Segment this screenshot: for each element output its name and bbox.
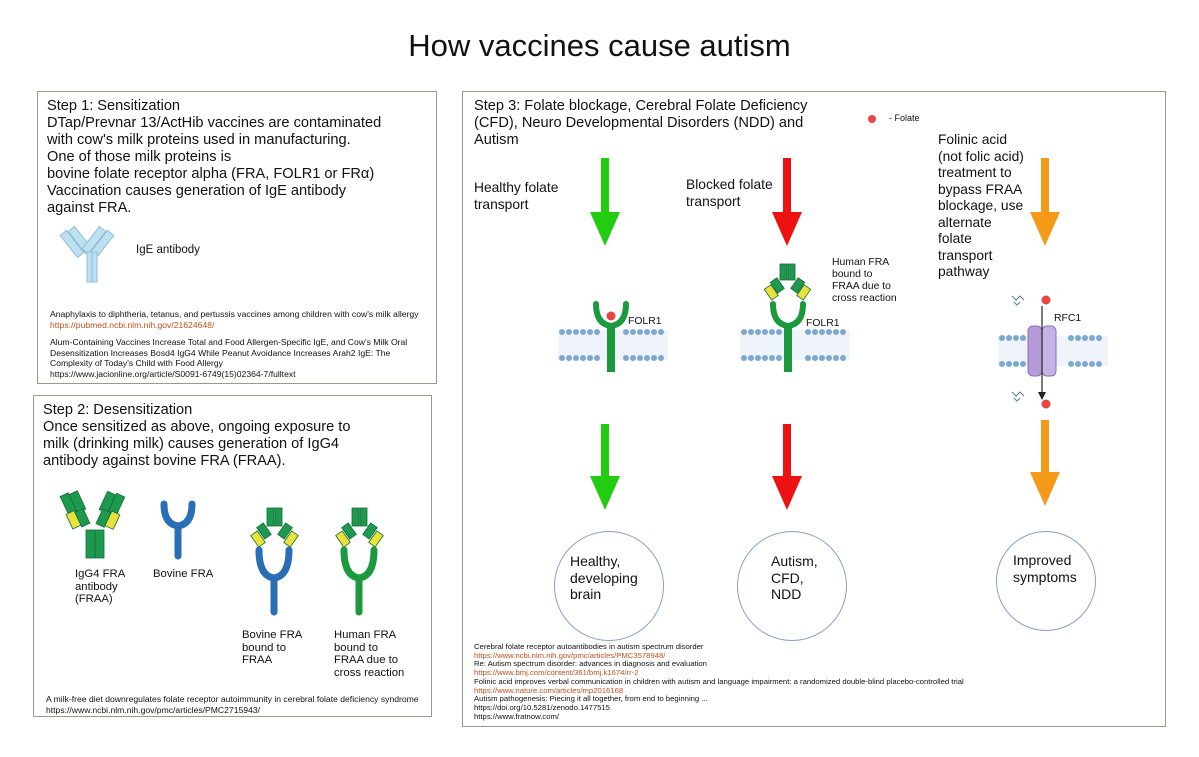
step1-line: Vaccination causes generation of IgE antibody — [47, 183, 347, 199]
outcome-healthy-label — [570, 553, 638, 603]
label-line: FRAA — [242, 654, 273, 667]
ige-antibody-icon — [66, 222, 116, 284]
step2-heading: Step 2: Desensitization — [43, 402, 193, 418]
step3-refs — [474, 643, 1074, 721]
label-line: blockage, use — [938, 198, 1024, 213]
label-line: cross reaction — [334, 666, 405, 679]
step3-heading: Step 3: Folate blockage, Cerebral Folate Deficiency — [474, 98, 808, 114]
label-line: (FRAA) — [75, 593, 113, 606]
ref-line: Re: Autism spectrum disorder: advances in diagnosis and evaluation — [474, 659, 707, 669]
step1-line: One of those milk proteins is — [47, 149, 232, 165]
label-line: Blocked folate — [686, 177, 773, 192]
rfc1-label: RFC1 — [1054, 313, 1082, 324]
label-line: developing — [570, 569, 638, 586]
ref-line: Cerebral folate receptor autoantibodies in autism spectrum disorder — [474, 642, 704, 651]
label-line: bypass FRAA — [938, 181, 1023, 197]
green-arrow-top-icon — [590, 158, 620, 246]
ref-title: Anaphylaxis to diphtheria, tetanus, and pertussis vaccines among children with cow's milk allergy — [50, 309, 419, 319]
label-line: treatment to — [938, 165, 1012, 180]
bovine-fra-bound-icon — [250, 506, 300, 616]
label-line: antibody — [75, 580, 118, 593]
folate-legend-label: - Folate — [889, 113, 920, 123]
label-line: FRAA due to — [334, 654, 399, 667]
label-line: bound to — [832, 269, 873, 280]
red-arrow-top-icon — [772, 158, 802, 246]
orange-arrow-top-icon — [1030, 158, 1060, 246]
ref-link[interactable]: https://doi.org/10.5281/zenodo.1477515 — [474, 702, 610, 712]
label-line: NDD — [771, 586, 802, 602]
label-line: bound to — [242, 641, 286, 654]
step3-line: (CFD), Neuro Developmental Disorders (NDD) and — [474, 115, 804, 131]
step1-heading: Step 1: Sensitization — [47, 98, 181, 114]
ige-antibody-label: IgE antibody — [136, 244, 200, 256]
step2-ref — [46, 694, 426, 715]
step1-line: bovine folate receptor alpha (FRA, FOLR1 or FRα) — [47, 166, 375, 182]
ref-line: Desensitization Increases Bosd4 IgG4 While Peanut Avoidance Increases Arah2 IgE: The — [50, 347, 391, 358]
ref-line: Complexity of Today's Child with Food Allergy — [50, 358, 223, 368]
label-line: Autism, — [771, 553, 818, 569]
ref-link[interactable]: https://www.jacionline.org/article/S0091-6749(15)02364-7/fulltext — [50, 368, 296, 379]
rfc1-membrane-icon — [998, 288, 1108, 413]
folate-legend-dot-icon — [867, 114, 877, 124]
step2-line: Once sensitized as above, ongoing exposure to — [43, 419, 351, 435]
green-arrow-bottom-icon — [590, 424, 620, 510]
igg4-antibody-icon — [62, 490, 132, 560]
orange-arrow-bottom-icon — [1030, 420, 1060, 506]
label-line: folate — [938, 231, 972, 246]
ref-line: Autism pathogenesis: Piecing it all together, from end to beginning ... — [474, 694, 708, 704]
bovine-bound-label — [242, 629, 302, 667]
healthy-transport-label — [474, 180, 558, 213]
step1-line: DTap/Prevnar 13/ActHib vaccines are contaminated — [47, 115, 382, 131]
label-line: Human FRA — [832, 257, 890, 268]
page-title: How vaccines cause autism — [408, 28, 791, 63]
human-fra-bound-label — [832, 257, 897, 305]
label-line: CFD, — [771, 569, 804, 586]
human-bound-label — [334, 629, 404, 679]
step1-ref1 — [50, 309, 430, 330]
step1-ref2 — [50, 337, 430, 379]
label-line: transport — [686, 193, 741, 209]
label-line: Bovine FRA — [242, 629, 303, 641]
human-fra-bound-icon — [335, 506, 385, 616]
healthy-membrane-icon — [558, 300, 668, 372]
ref-link[interactable]: https://www.bmj.com/content/361/bmj.k1674/rr-2 — [474, 668, 639, 678]
ref-title: A milk-free diet downregulates folate receptor autoimmunity in cerebral folate deficiency syndrome — [46, 694, 419, 704]
ref-link[interactable]: https://www.nature.com/articles/mp2016168 — [474, 685, 624, 695]
igg4-label — [75, 568, 125, 606]
step1-line: against FRA. — [47, 200, 132, 216]
red-arrow-bottom-icon — [772, 424, 802, 510]
label-line: transport — [474, 196, 529, 212]
step1-text — [47, 98, 432, 217]
ref-link[interactable]: https://www.fratnow.com/ — [474, 711, 560, 721]
outcome-improved-label — [1013, 552, 1077, 585]
ref-line: Alum-Containing Vaccines Increase Total and Food Allergen-Specific IgE, and Cow's Milk Oral — [50, 337, 408, 347]
label-line: IgG4 FRA — [75, 568, 126, 580]
folinic-acid-label — [938, 132, 1024, 281]
label-line: brain — [570, 586, 602, 602]
ref-link[interactable]: https://pubmed.ncbi.nlm.nih.gov/21624648/ — [50, 319, 215, 330]
folr1-label-healthy: FOLR1 — [628, 316, 662, 327]
label-line: Healthy folate — [474, 180, 559, 195]
blocked-transport-label — [686, 177, 773, 210]
label-line: Human FRA — [334, 629, 397, 641]
label-line: symptoms — [1013, 568, 1077, 585]
step2-line: antibody against bovine FRA (FRAA). — [43, 453, 286, 469]
label-line: Folinic acid — [938, 132, 1008, 147]
step1-line: with cow's milk proteins used in manufacturing. — [47, 132, 351, 148]
bovine-fra-icon — [158, 500, 198, 560]
folr1-label-blocked: FOLR1 — [806, 318, 840, 329]
label-line: cross reaction — [832, 293, 897, 304]
label-line: alternate — [938, 214, 992, 230]
step2-line: milk (drinking milk) causes generation of IgG4 — [43, 436, 340, 452]
label-line: bound to — [334, 641, 378, 654]
bovine-fra-label: Bovine FRA — [153, 568, 214, 580]
label-line: Improved — [1013, 552, 1072, 568]
label-line: FRAA due to — [832, 281, 891, 292]
label-line: Healthy, — [570, 553, 621, 569]
label-line: transport — [938, 247, 993, 263]
step2-text — [43, 402, 428, 470]
ref-link[interactable]: https://www.ncbi.nlm.nih.gov/pmc/articles/PMC2715943/ — [46, 704, 260, 715]
step3-line: Autism — [474, 132, 519, 148]
outcome-autism-label — [771, 553, 818, 603]
label-line: pathway — [938, 264, 990, 279]
ref-line: Folinic acid improves verbal communication in children with autism and language impairment: a randomized double-blind placebo-controlled trial — [474, 676, 964, 686]
ref-link[interactable]: https://www.ncbi.nlm.nih.gov/pmc/articles/PMC3578948/ — [474, 650, 666, 660]
label-line: (not folic acid) — [938, 148, 1024, 164]
step3-text — [474, 98, 854, 149]
